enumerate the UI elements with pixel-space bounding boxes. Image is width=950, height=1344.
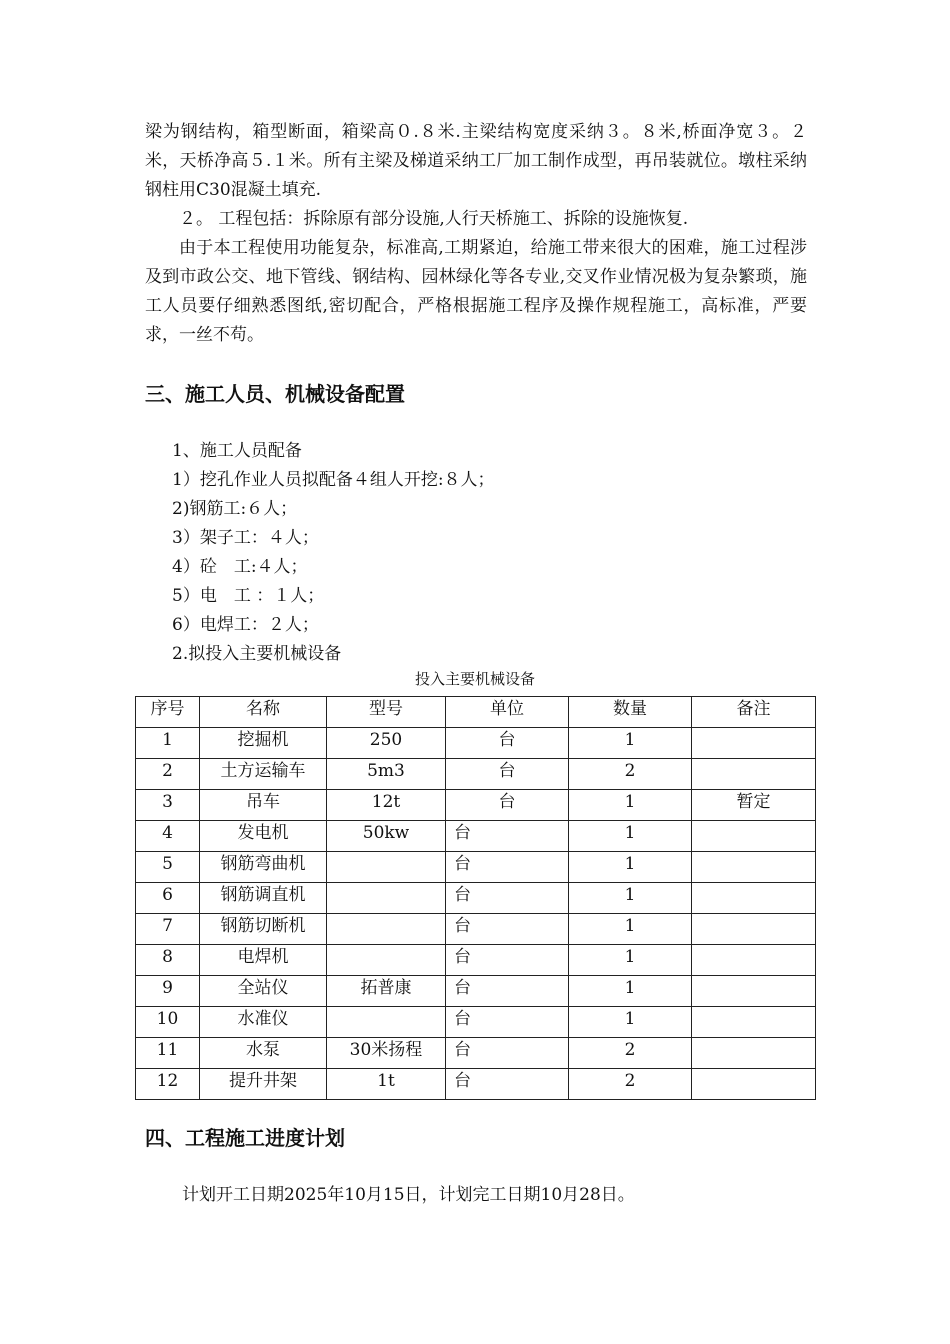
cell-name: 电焊机 [200, 945, 327, 976]
cell-remarks [692, 1069, 816, 1100]
cell-remarks [692, 976, 816, 1007]
cell-index: 8 [136, 945, 200, 976]
cell-model [327, 1007, 446, 1038]
cell-name: 水泵 [200, 1038, 327, 1069]
table-row [136, 883, 816, 914]
table-caption: 投入主要机械设备 [414, 670, 535, 688]
cell-unit: 台 [446, 790, 569, 821]
cell-index: 9 [136, 976, 200, 1007]
table-row [136, 914, 816, 945]
cell-unit: 台 [446, 852, 569, 883]
cell-unit: 台 [446, 1038, 569, 1069]
cell-remarks [692, 1007, 816, 1038]
cell-unit: 台 [446, 759, 569, 790]
table-row [136, 759, 816, 790]
cell-quantity: 2 [569, 1069, 692, 1100]
staff-item-scaffold: 3）架子工：４人； [172, 528, 319, 548]
cell-name: 钢筋切断机 [200, 914, 327, 945]
header-unit: 单位 [446, 697, 569, 728]
intro-paragraph-structure: 梁为钢结构，箱型断面，箱梁高０.８米.主梁结构宽度采纳３。８米,桥面净宽３。２米，天桥净高５.１米。所有主梁及梯道采纳工厂加工制作成型，再吊装就位。墩柱采纳钢柱用C30混凝土填充. [145, 122, 807, 200]
cell-model [327, 883, 446, 914]
cell-quantity: 1 [569, 1007, 692, 1038]
cell-index: 12 [136, 1069, 200, 1100]
equipment-table [135, 696, 816, 1100]
cell-model: 拓普康 [327, 976, 446, 1007]
staff-item-concrete: 4）砼 工:４人； [172, 557, 308, 577]
cell-quantity: 1 [569, 914, 692, 945]
header-quantity: 数量 [569, 697, 692, 728]
cell-name: 发电机 [200, 821, 327, 852]
cell-name: 全站仪 [200, 976, 327, 1007]
cell-index: 7 [136, 914, 200, 945]
cell-quantity: 1 [569, 852, 692, 883]
cell-quantity: 1 [569, 976, 692, 1007]
cell-remarks [692, 852, 816, 883]
staff-item-rebar: 2)钢筋工:６人； [172, 499, 298, 519]
cell-name: 挖掘机 [200, 728, 327, 759]
cell-index: 5 [136, 852, 200, 883]
cell-model [327, 945, 446, 976]
header-index: 序号 [136, 697, 200, 728]
cell-model: 1t [327, 1069, 446, 1100]
staff-item-excavation: 1）挖孔作业人员拟配备４组人开挖:８人； [172, 470, 495, 490]
cell-unit: 台 [446, 821, 569, 852]
cell-unit: 台 [446, 883, 569, 914]
table-row [136, 1038, 816, 1069]
cell-remarks [692, 759, 816, 790]
cell-unit: 台 [446, 1007, 569, 1038]
table-row [136, 821, 816, 852]
table-row [136, 728, 816, 759]
cell-index: 10 [136, 1007, 200, 1038]
section-3-heading: 三、施工人员、机械设备配置 [145, 382, 405, 406]
cell-index: 1 [136, 728, 200, 759]
header-model: 型号 [327, 697, 446, 728]
cell-remarks [692, 728, 816, 759]
cell-index: 2 [136, 759, 200, 790]
table-header-row [136, 697, 816, 728]
cell-remarks: 暂定 [692, 790, 816, 821]
cell-model: 12t [327, 790, 446, 821]
cell-name: 钢筋弯曲机 [200, 852, 327, 883]
cell-index: 3 [136, 790, 200, 821]
intro-paragraph-complexity: 由于本工程使用功能复杂，标准高,工期紧迫，给施工带来很大的困难，施工过程涉及到市政公交、地下管线、钢结构、园林绿化等各专业,交叉作业情况极为复杂繁琐，施工人员要仔细熟悉图纸,密切配合，严格根据施工程序及操作规程施工，高标准，严要求，一丝不苟。 [145, 238, 807, 345]
cell-name: 钢筋调直机 [200, 883, 327, 914]
cell-quantity: 1 [569, 945, 692, 976]
cell-index: 11 [136, 1038, 200, 1069]
table-row [136, 790, 816, 821]
schedule-text: 计划开工日期2025年10月15日，计划完工日期10月28日。 [182, 1185, 635, 1205]
table-row [136, 852, 816, 883]
section-4-heading: 四、工程施工进度计划 [145, 1126, 345, 1150]
table-row [136, 976, 816, 1007]
cell-remarks [692, 821, 816, 852]
cell-model: 5m3 [327, 759, 446, 790]
intro-paragraph-scope: ２。 工程包括：拆除原有部分设施,人行天桥施工、拆除的设施恢复. [179, 209, 689, 229]
cell-quantity: 1 [569, 883, 692, 914]
header-name: 名称 [200, 697, 327, 728]
cell-model: 50kw [327, 821, 446, 852]
cell-name: 土方运输车 [200, 759, 327, 790]
cell-model [327, 914, 446, 945]
table-row [136, 945, 816, 976]
equipment-subheading: 2.拟投入主要机械设备 [172, 644, 342, 664]
cell-unit: 台 [446, 728, 569, 759]
table-row [136, 1007, 816, 1038]
cell-quantity: 1 [569, 728, 692, 759]
cell-name: 吊车 [200, 790, 327, 821]
cell-unit: 台 [446, 945, 569, 976]
cell-remarks [692, 914, 816, 945]
cell-remarks [692, 945, 816, 976]
staffing-subheading: 1、施工人员配备 [172, 441, 302, 461]
cell-quantity: 2 [569, 1038, 692, 1069]
staff-item-welder: 6）电焊工：２人； [172, 615, 319, 635]
cell-index: 6 [136, 883, 200, 914]
cell-quantity: 1 [569, 790, 692, 821]
cell-name: 水准仪 [200, 1007, 327, 1038]
cell-unit: 台 [446, 1069, 569, 1100]
cell-model: 30米扬程 [327, 1038, 446, 1069]
cell-model: 250 [327, 728, 446, 759]
cell-index: 4 [136, 821, 200, 852]
cell-model [327, 852, 446, 883]
cell-remarks [692, 883, 816, 914]
header-remarks: 备注 [692, 697, 816, 728]
cell-remarks [692, 1038, 816, 1069]
cell-unit: 台 [446, 914, 569, 945]
cell-quantity: 1 [569, 821, 692, 852]
cell-unit: 台 [446, 976, 569, 1007]
cell-name: 提升井架 [200, 1069, 327, 1100]
table-row [136, 1069, 816, 1100]
staff-item-electrician: 5）电 工 ：１人； [172, 586, 325, 606]
cell-quantity: 2 [569, 759, 692, 790]
